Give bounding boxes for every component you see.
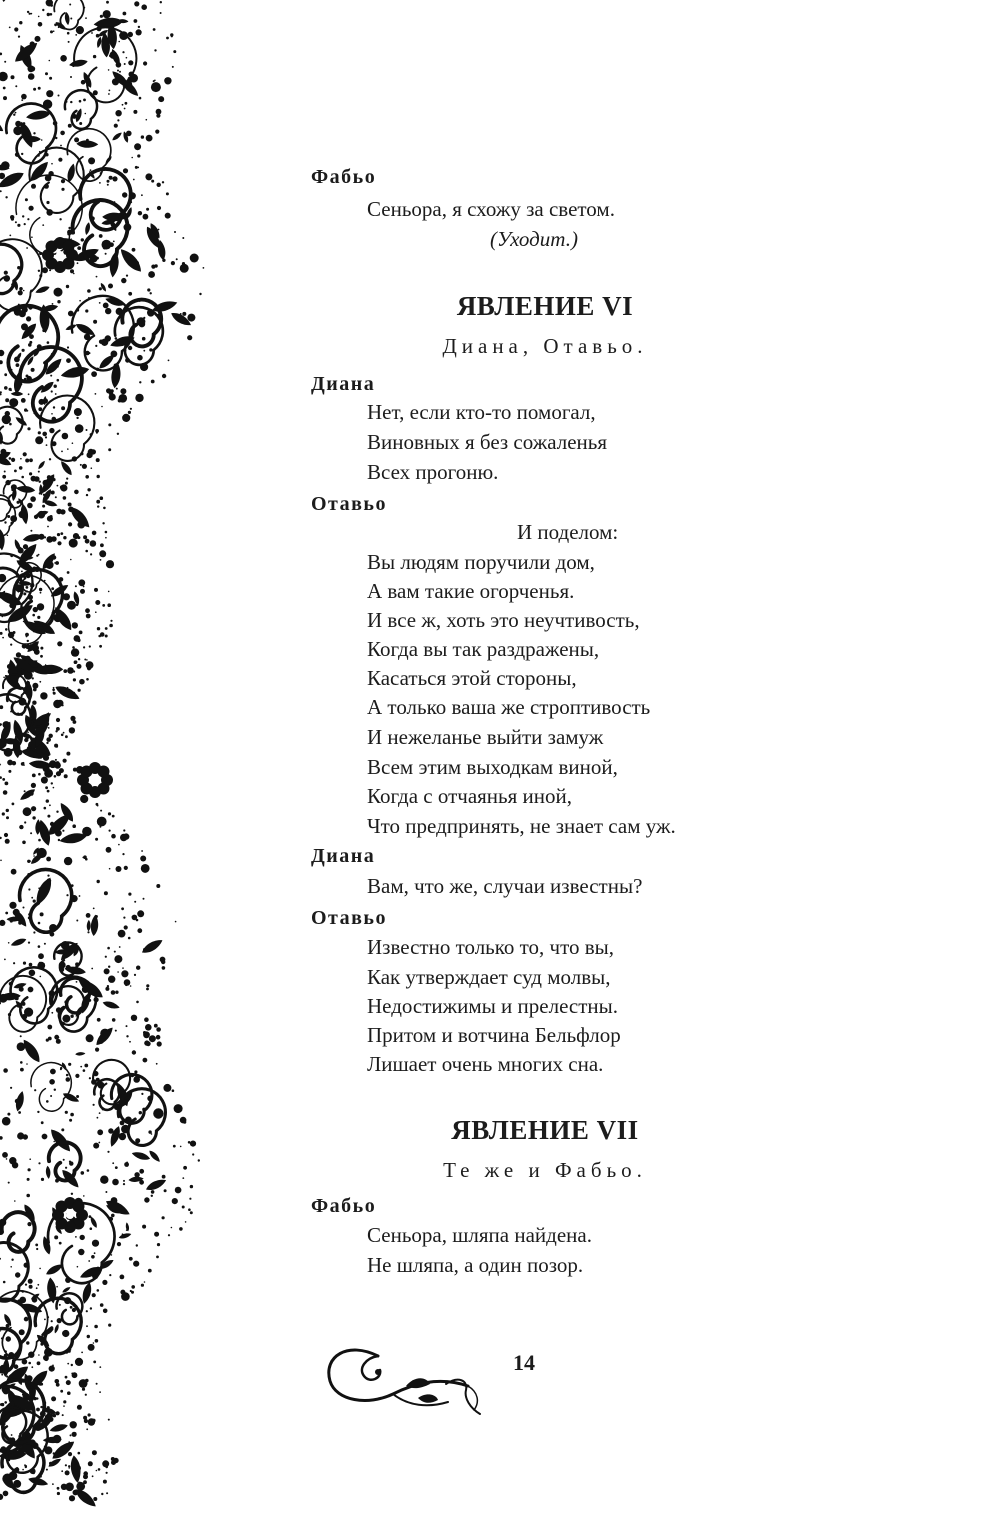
speaker-name: Фабьо [311,1195,377,1217]
verse-line: А вам такие огорченья. [367,579,575,603]
verse-line: А только ваша же строптивость [367,695,651,719]
verse-line: Что предпринять, не знает сам уж. [367,814,676,838]
speaker-name: Отавьо [311,907,388,929]
verse-line: Недостижимы и прелестны. [367,994,619,1018]
scene-heading: ЯВЛЕНИЕ VI [456,291,634,321]
verse-line: И поделом: [517,520,619,544]
verse-line: Касаться этой стороны, [367,666,577,690]
verse-line: Сеньора, я схожу за светом. [367,197,615,221]
verse-line: Как утверждает суд молвы, [367,965,611,989]
verse-line: Виновных я без сожаленья [367,430,608,454]
flourish-ornament [318,1336,498,1431]
verse-line: Когда с отчаянья иной, [367,784,572,808]
verse-line: Не шляпа, а один позор. [367,1253,584,1277]
verse-line: Вы людям поручили дом, [367,550,595,574]
speaker-name: Диана [311,845,376,867]
verse-line: Всех прогоню. [367,460,499,484]
verse-line: Притом и вотчина Бельфлор [367,1023,621,1047]
speaker-name: Отавьо [311,493,388,515]
verse-line: Известно только то, что вы, [367,935,615,959]
verse-line: Когда вы так раздражены, [367,637,600,661]
verse-line: Сеньора, шляпа найдена. [367,1223,592,1247]
verse-line: Нет, если кто-то помогал, [367,400,596,424]
verse-line: И нежеланье выйти замуж [367,725,604,749]
speaker-name: Диана [311,373,376,395]
scene-heading: ЯВЛЕНИЕ VII [451,1115,639,1145]
verse-line: И все ж, хоть это неучтивость, [367,608,640,632]
page-number: 14 [513,1350,535,1375]
verse-line: Вам, что же, случаи известны? [367,874,643,898]
scene-cast: Диана, Отавьо. [442,334,648,358]
stage-direction: (Уходит.) [490,227,578,251]
speaker-name: Фабьо [311,166,377,188]
verse-line: Всем этим выходкам виной, [367,755,618,779]
verse-line: Лишает очень многих сна. [367,1052,604,1076]
scene-cast: Те же и Фабьо. [443,1158,647,1182]
